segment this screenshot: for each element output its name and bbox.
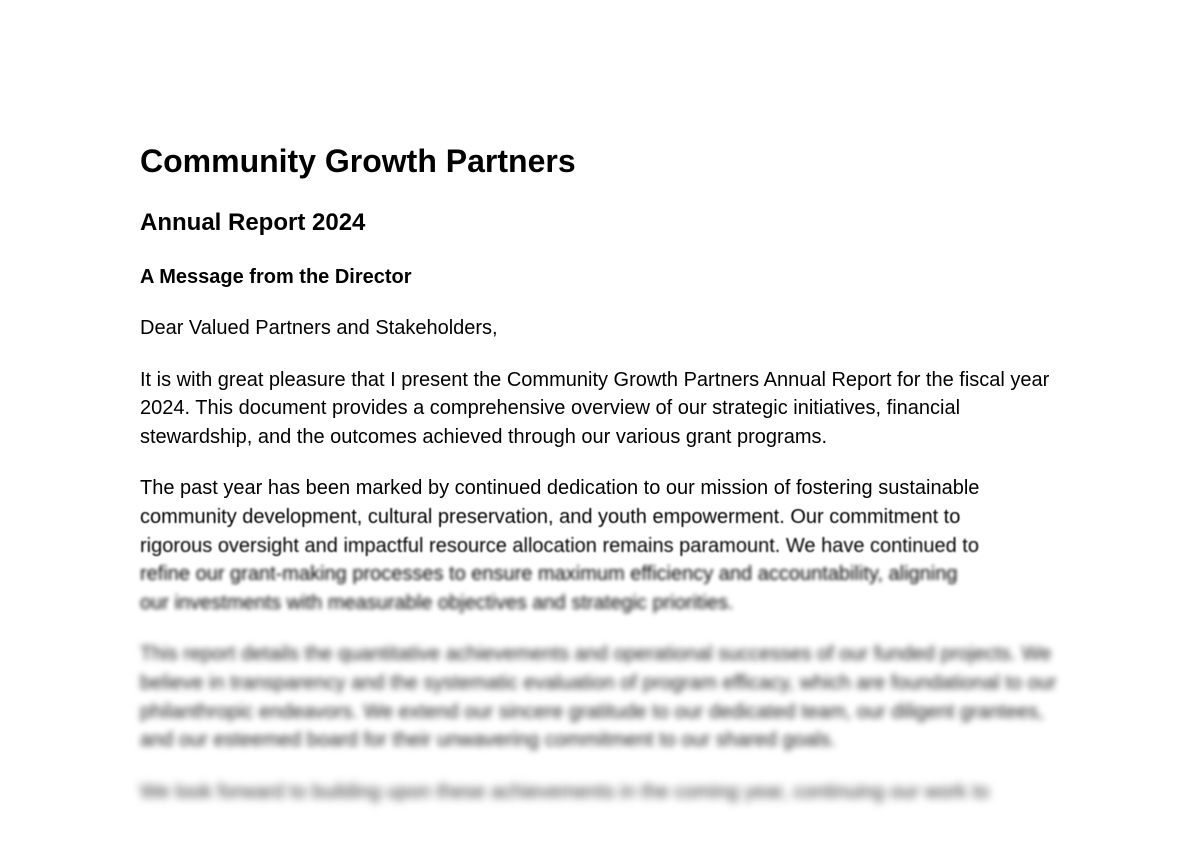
report-title: Annual Report 2024 [140, 209, 366, 236]
paragraph-mission-line: rigorous oversight and impactful resource allocation remains paramount. We have continued to [140, 534, 979, 557]
salutation: Dear Valued Partners and Stakeholders, [140, 317, 498, 339]
paragraph-report-details: This report details the quantitative achievements and operational successes of our funded projects. We believe in transparency and the systematic evaluation of program efficacy, which are foundational to our philanthropic endeavors. We extend our sincere gratitude to our dedicated team, our diligent grantees, and our esteemed board for their unwavering commitment to our shared goals. [140, 643, 1057, 752]
paragraph-mission-line: The past year has been marked by continued dedication to our mission of fostering sustainable [140, 477, 980, 500]
paragraph-mission-line: community development, cultural preservation, and youth empowerment. Our commitment to [140, 505, 961, 528]
paragraph-closing: We look forward to building upon these achievements in the coming year, continuing our work to [140, 780, 990, 803]
organization-title: Community Growth Partners [140, 143, 576, 179]
paragraph-mission-line: refine our grant-making processes to ensure maximum efficiency and accountability, aligning [140, 563, 958, 586]
paragraph-mission [140, 474, 1065, 617]
document-body [140, 140, 1065, 806]
paragraph-intro: It is with great pleasure that I present the Community Growth Partners Annual Report for the fiscal year 2024. This document provides a comprehensive overview of our strategic initiatives, financial stewardship, and the outcomes achieved through our various grant programs. [140, 368, 1050, 448]
section-heading: A Message from the Director [140, 266, 412, 288]
paragraph-mission-line: our investments with measurable objectives and strategic priorities. [140, 591, 734, 614]
